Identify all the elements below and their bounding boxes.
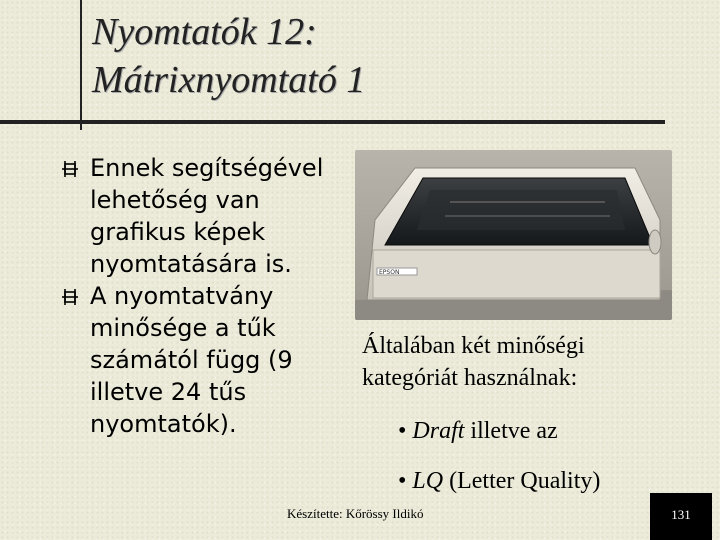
quality-term-lq: LQ [412, 468, 444, 494]
square-bullet-icon [62, 161, 78, 177]
bullet-text: A nyomtatvány minősége a tűk számától függ (9 illetve 24 tűs nyomtatók). [90, 282, 293, 438]
slide-title-line-1: Nyomtatók 12: [92, 11, 317, 53]
dot-matrix-printer-photo [355, 150, 672, 320]
page-number: 131 [671, 507, 691, 522]
bullet-dot: • [398, 468, 413, 494]
bullet-dot: • [398, 418, 413, 444]
bullet-item-graphics [62, 152, 352, 280]
quality-term-draft: Draft [412, 418, 465, 444]
footer-author: Készítette: Kőrössy Ildikó [287, 506, 424, 521]
page-number-box [650, 493, 712, 540]
printer-brand-label: EPSON [379, 269, 400, 276]
bullet-text: Ennek segítségével lehetőség van grafikus képek nyomtatására is. [90, 154, 324, 278]
title-underline [0, 120, 665, 124]
bullet-item-quality [62, 280, 352, 440]
slide-title [92, 8, 365, 104]
quality-item-draft [398, 415, 558, 447]
quality-item-rest: illetve az [464, 418, 558, 444]
printer-image [355, 150, 672, 320]
square-bullet-icon [62, 289, 78, 305]
title-left-bar [80, 0, 82, 130]
quality-item-rest: (Letter Quality) [443, 468, 601, 494]
bullet-list [62, 152, 352, 440]
quality-intro: Általában két minőségi kategóriát használnak: [362, 333, 585, 391]
slide-title-line-2: Mátrixnyomtató 1 [92, 59, 366, 101]
quality-item-lq [398, 465, 600, 497]
